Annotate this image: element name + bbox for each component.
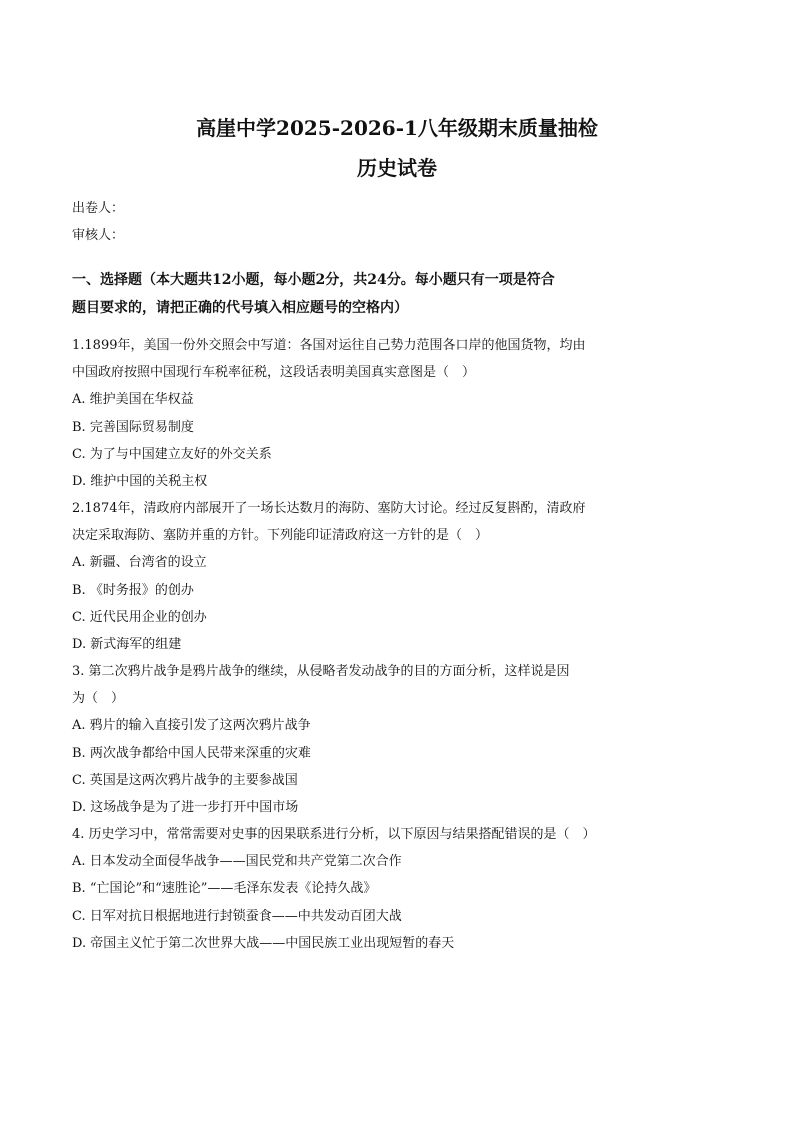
option-c: C. 日军对抗日根据地进行封锁蚕食——中共发动百团大战 <box>72 908 402 924</box>
exam-title: 高崖中学2025-2026-1八年级期末质量抽检 <box>196 116 598 140</box>
option-a: A. 日本发动全面侵华战争——国民党和共产党第二次合作 <box>72 854 402 870</box>
question-stem-line: 为（ ） <box>72 691 125 707</box>
question-2 <box>72 495 642 658</box>
option-b: B. 完善国际贸易制度 <box>72 419 194 435</box>
option-a: A. 新疆、台湾省的设立 <box>72 555 207 571</box>
question-3 <box>72 658 642 821</box>
section-heading <box>72 266 632 322</box>
option-b: B. “亡国论”和“速胜论”——毛泽东发表《论持久战》 <box>72 881 377 897</box>
question-stem-line: 4. 历史学习中，常常需要对史事的因果联系进行分析，以下原因与结果搭配错误的是（ ） <box>72 827 596 842</box>
section-heading-line: 一、选择题（本大题共12小题，每小题2分，共24分。每小题只有一项是符合 <box>72 272 555 288</box>
question-stem-line: 3. 第二次鸦片战争是鸦片战争的继续，从侵略者发动战争的目的方面分析，这样说是因 <box>72 664 570 679</box>
author-label: 出卷人： <box>72 201 125 216</box>
reviewer-label: 审核人： <box>72 228 125 243</box>
option-c: C. 为了与中国建立友好的外交关系 <box>72 446 272 462</box>
question-4 <box>72 821 642 957</box>
question-stem-line: 中国政府按照中国现行车税率征税，这段话表明美国真实意图是（ ） <box>72 365 476 381</box>
option-a: A. 维护美国在华权益 <box>72 392 194 408</box>
option-d: D. 这场战争是为了进一步打开中国市场 <box>72 799 299 815</box>
option-c: C. 英国是这两次鸦片战争的主要参战国 <box>72 772 298 788</box>
question-stem-line: 决定采取海防、塞防并重的方针。下列能印证清政府这一方针的是（ ） <box>72 528 489 544</box>
option-b: B. 两次战争都给中国人民带来深重的灾难 <box>72 745 311 761</box>
question-1 <box>72 332 642 495</box>
option-d: D. 维护中国的关税主权 <box>72 473 208 489</box>
option-d: D. 帝国主义忙于第二次世界大战——中国民族工业出现短暂的春天 <box>72 935 455 951</box>
option-c: C. 近代民用企业的创办 <box>72 609 207 625</box>
question-stem-line: 2.1874年，清政府内部展开了一场长达数月的海防、塞防大讨论。经过反复斟酌，清政府 <box>72 501 586 516</box>
question-stem-line: 1.1899年，美国一份外交照会中写道：各国对运往自己势力范围各口岸的他国货物，均由 <box>72 338 586 353</box>
option-b: B. 《时务报》的创办 <box>72 582 194 598</box>
exam-subtitle: 历史试卷 <box>357 156 437 180</box>
option-a: A. 鸦片的输入直接引发了这两次鸦片战争 <box>72 718 311 734</box>
section-heading-line: 题目要求的，请把正确的代号填入相应题号的空格内） <box>72 300 408 316</box>
option-d: D. 新式海军的组建 <box>72 636 182 652</box>
